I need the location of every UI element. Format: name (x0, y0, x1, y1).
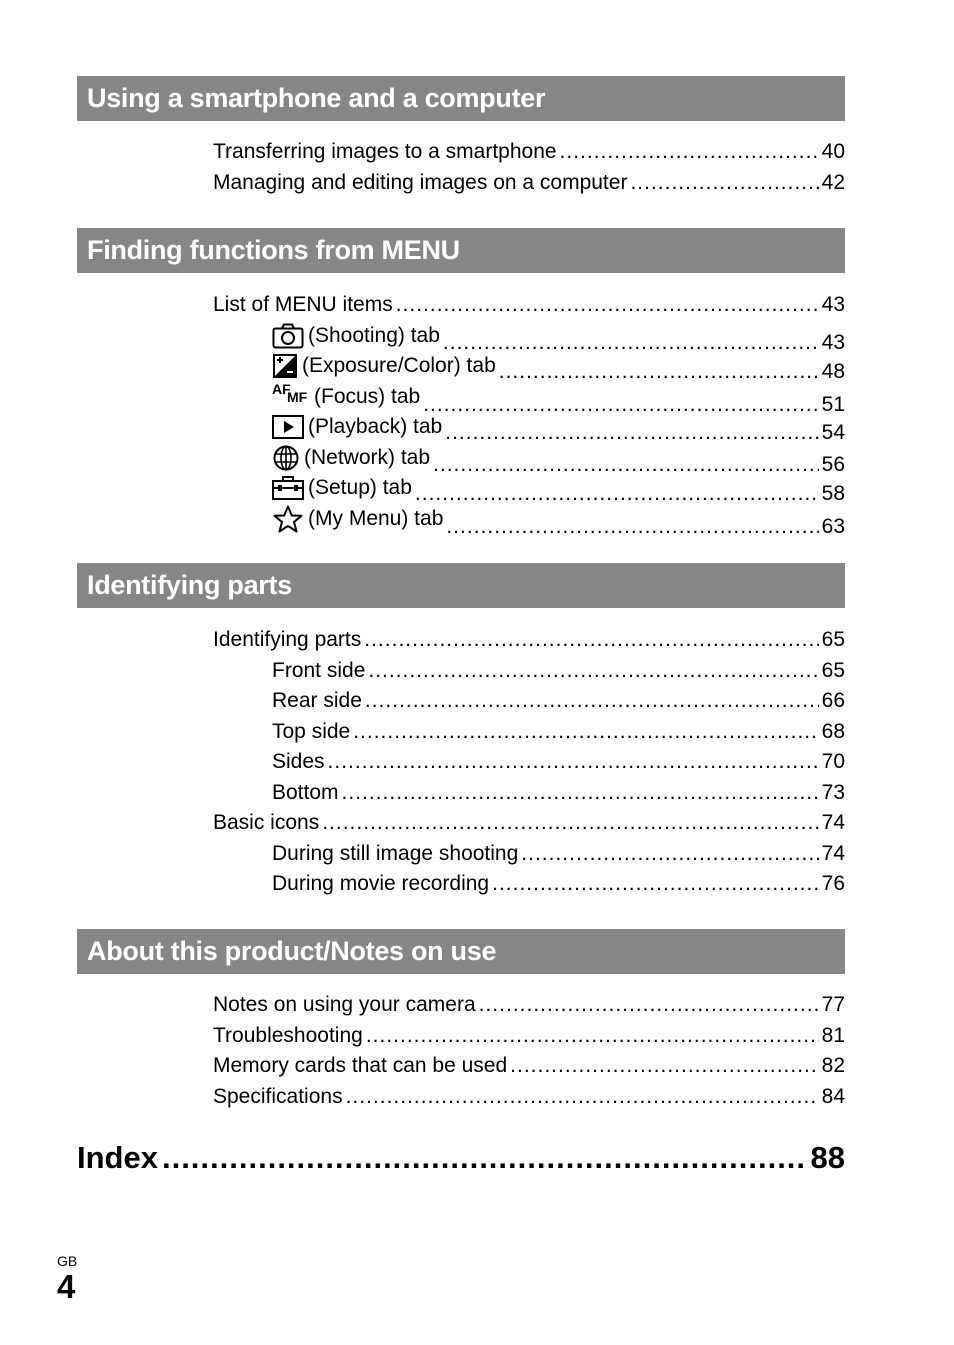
toc-entry[interactable] (272, 686, 845, 717)
entry-page: 76 (821, 872, 845, 895)
entry-label: (Exposure/Color) tab (302, 354, 496, 377)
section-heading: Identifying parts (77, 563, 845, 608)
entry-label: Front side (272, 658, 366, 682)
entry-page: 48 (821, 360, 845, 384)
dot-leader (366, 1021, 819, 1052)
entry-page: 74 (821, 841, 845, 865)
entry-page: 58 (821, 482, 845, 506)
dot-leader (162, 1140, 807, 1176)
entry-page: 74 (821, 811, 845, 834)
entry-page: 43 (821, 293, 845, 316)
dot-leader (630, 168, 818, 199)
entry-label: Managing and editing images on a computer (213, 170, 628, 194)
toolbox-icon (272, 474, 304, 502)
entry-page: 63 (821, 514, 845, 538)
toc-entry[interactable] (272, 839, 845, 870)
playback-icon (272, 413, 304, 441)
toc-entry[interactable] (272, 504, 845, 538)
dot-leader (479, 990, 819, 1021)
entry-page: 42 (821, 170, 845, 194)
toc-entry[interactable] (272, 717, 845, 748)
globe-icon (272, 444, 300, 472)
entry-page: 51 (821, 392, 845, 416)
af-text: AF (272, 380, 291, 397)
dot-leader (365, 686, 819, 717)
toc-section-parts (77, 563, 845, 900)
toc-entry[interactable] (272, 656, 845, 687)
toc-entry[interactable] (272, 747, 845, 778)
toc-entry-list (77, 990, 845, 1112)
toc-entry-list (77, 290, 845, 538)
entry-label: Notes on using your camera (213, 993, 476, 1016)
entry-page: 77 (821, 993, 845, 1016)
toc-entry-list (77, 625, 845, 900)
entry-label: During still image shooting (272, 841, 519, 865)
toc-entry[interactable] (213, 290, 845, 321)
toc-entry[interactable] (213, 990, 845, 1021)
dot-leader (328, 747, 819, 778)
entry-page: 65 (821, 658, 845, 682)
entry-label: Identifying parts (213, 628, 362, 651)
section-heading: Finding functions from MENU (77, 228, 845, 273)
toc-entry[interactable] (272, 869, 845, 900)
entry-label: During movie recording (272, 872, 490, 895)
entry-page: 84 (821, 1084, 845, 1108)
entry-label: List of MENU items (213, 293, 393, 316)
entry-label: (Setup) tab (308, 476, 412, 499)
entry-page: 73 (821, 780, 845, 804)
entry-label: Troubleshooting (213, 1023, 363, 1047)
entry-page: 54 (821, 421, 845, 445)
index-label: Index (77, 1140, 158, 1175)
dot-leader (346, 1082, 819, 1113)
dot-leader (396, 290, 819, 321)
dot-leader (510, 1051, 818, 1082)
toc-entry[interactable] (213, 168, 845, 199)
toc-section-notes (77, 929, 845, 1112)
entry-page: 68 (821, 719, 845, 743)
toc-entry[interactable] (213, 1082, 845, 1113)
entry-label: (Focus) tab (314, 384, 421, 408)
af-mf-icon (272, 380, 310, 411)
toc-entry[interactable] (213, 808, 845, 839)
entry-label: (Shooting) tab (308, 323, 440, 347)
dot-leader (560, 137, 819, 168)
entry-label: (My Menu) tab (308, 506, 444, 530)
dot-leader (492, 869, 819, 900)
toc-entry[interactable] (213, 1051, 845, 1082)
dot-leader (353, 717, 818, 748)
entry-page: 56 (821, 452, 845, 476)
entry-label: Basic icons (213, 811, 320, 834)
toc-entry[interactable] (272, 321, 845, 352)
entry-page: 81 (821, 1023, 845, 1047)
toc-entry[interactable] (272, 778, 845, 809)
index-page: 88 (810, 1140, 845, 1175)
toc-section-menu (77, 228, 845, 538)
entry-label: Specifications (213, 1084, 343, 1108)
region-code: GB (57, 1253, 78, 1269)
toc-entry[interactable] (213, 625, 845, 656)
dot-leader (446, 512, 818, 543)
entry-page: 66 (821, 689, 845, 712)
dot-leader (368, 656, 818, 687)
entry-page: 65 (821, 628, 845, 651)
entry-label: (Playback) tab (308, 415, 443, 438)
toc-entry[interactable] (272, 443, 845, 474)
entry-label: Top side (272, 719, 351, 743)
entry-page: 70 (821, 750, 845, 773)
entry-label: (Network) tab (304, 445, 431, 469)
camera-icon (272, 322, 304, 350)
entry-page: 43 (821, 330, 845, 354)
entry-label: Sides (272, 750, 325, 773)
section-heading: Using a smartphone and a computer (77, 76, 845, 121)
entry-label: Transferring images to a smartphone (213, 140, 557, 163)
entry-label: Bottom (272, 780, 339, 804)
entry-label: Rear side (272, 689, 362, 712)
dot-leader (364, 625, 818, 656)
star-icon (272, 505, 304, 533)
toc-index-entry[interactable] (77, 1140, 845, 1176)
page-number: 4 (57, 1268, 76, 1305)
entry-page: 40 (821, 140, 845, 163)
toc-section-smartphone (77, 76, 845, 198)
toc-entry[interactable] (272, 412, 845, 443)
mf-text: MF (287, 388, 308, 405)
toc-entry[interactable] (272, 351, 845, 382)
toc-entry[interactable] (272, 473, 845, 504)
entry-page: 82 (821, 1054, 845, 1077)
dot-leader (322, 808, 818, 839)
entry-label: Memory cards that can be used (213, 1054, 508, 1077)
toc-entry[interactable] (213, 137, 845, 168)
toc-entry-list (77, 137, 845, 198)
toc-entry[interactable] (213, 1021, 845, 1052)
dot-leader (521, 839, 818, 870)
dot-leader (342, 778, 819, 809)
section-heading: About this product/Notes on use (77, 929, 845, 974)
toc-entry[interactable] (272, 380, 845, 416)
